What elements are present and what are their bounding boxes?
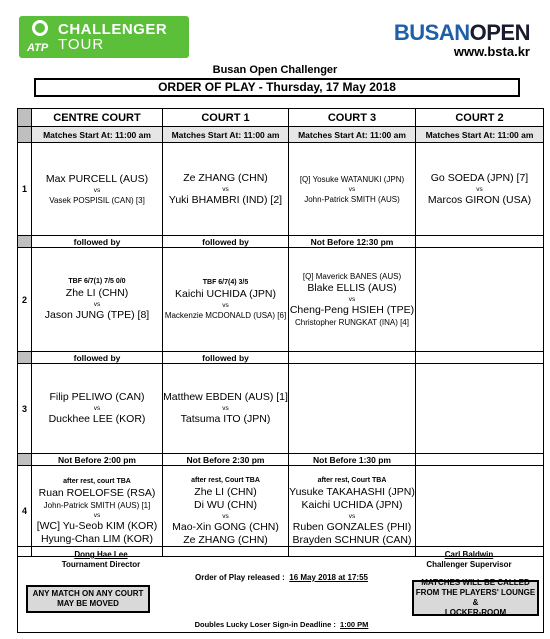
player-name: Mackenzie MCDONALD (USA) [6] <box>164 311 287 320</box>
court-header: COURT 3 <box>289 109 416 126</box>
schedule-note: Not Before 12:30 pm <box>289 236 416 247</box>
player-name: Zhe LI (CHN) <box>194 485 257 498</box>
match-cell <box>416 364 543 453</box>
schedule-separator-row <box>18 352 543 364</box>
match-status-note: after rest, court TBA <box>63 477 131 485</box>
released-line: Order of Play released : 16 May 2018 at 17:55 <box>194 573 368 582</box>
match-row <box>18 143 543 236</box>
versus-label: vs <box>222 512 229 520</box>
schedule-note: followed by <box>163 236 289 247</box>
match-cell <box>32 364 163 453</box>
match-row <box>18 364 543 454</box>
player-name: Blake ELLIS (AUS) <box>307 282 397 294</box>
schedule-note: Not Before 2:00 pm <box>32 454 163 465</box>
versus-label: vs <box>348 512 356 520</box>
lucky-loser-deadline: Doubles Lucky Loser Sign-in Deadline : 1:00 PM <box>194 620 369 629</box>
corner-cell <box>18 109 32 126</box>
player-name: John-Patrick SMITH (AUS) <box>304 194 400 204</box>
player-name: Max PURCELL (AUS) <box>45 172 149 185</box>
atp-challenger-logo <box>19 16 189 58</box>
corner-cell <box>18 352 32 363</box>
match-row <box>18 248 543 352</box>
match-cell <box>289 466 416 556</box>
player-name: Duckhee LEE (KOR) <box>48 413 146 425</box>
schedule-note: followed by <box>32 236 163 247</box>
schedule-note: Not Before 1:30 pm <box>289 454 416 465</box>
busan-open-logo: BUSANOPEN www.bsta.kr <box>393 20 530 59</box>
versus-label: vs <box>93 511 101 519</box>
players-lounge-notice: MATCHES WILL BE CALLED FROM THE PLAYERS' LOUNGE & LOCKER-ROOM <box>412 580 539 616</box>
match-cell <box>289 248 416 351</box>
match-row <box>18 466 543 556</box>
order-of-play-table <box>17 108 544 557</box>
player-name: Cheng-Peng HSIEH (TPE) <box>289 304 415 316</box>
corner-cell <box>18 127 32 142</box>
player-name: Mao-Xin GONG (CHN) <box>172 520 279 533</box>
player-name: Yuki BHAMBRI (IND) [2] <box>168 193 283 206</box>
player-name: Ruben GONZALES (PHI) <box>292 520 412 533</box>
start-time-row <box>18 127 543 143</box>
player-name: Hyung-Chan LIM (KOR) <box>40 532 154 545</box>
start-time: Matches Start At: 11:00 am <box>32 127 163 142</box>
player-name: John-Patrick SMITH (AUS) [1] <box>43 500 151 510</box>
match-status-note: TBF 6/7(1) 7/5 0/0 <box>68 278 126 285</box>
schedule-note: followed by <box>163 352 289 363</box>
match-cell <box>32 248 163 351</box>
schedule-note <box>289 352 416 363</box>
any-match-notice: ANY MATCH ON ANY COURT MAY BE MOVED <box>26 585 150 613</box>
player-name: [Q] Maverick BANES (AUS) <box>302 272 402 281</box>
player-name: Zhe LI (CHN) <box>65 287 129 299</box>
player-name: Kaichi UCHIDA (JPN) <box>301 498 403 511</box>
versus-label: vs <box>222 302 229 309</box>
player-name: Marcos GIRON (USA) <box>427 193 532 206</box>
schedule-separator-row <box>18 454 543 466</box>
match-number: 1 <box>18 143 32 235</box>
player-name: Filip PELIWO (CAN) <box>49 391 145 403</box>
versus-label: vs <box>348 296 356 303</box>
player-name: Kaichi UCHIDA (JPN) <box>175 288 276 300</box>
match-cell <box>163 466 289 556</box>
versus-label: vs <box>476 185 483 193</box>
tournament-title: Busan Open Challenger <box>212 64 338 76</box>
player-name: Christopher RUNGKAT (INA) [4] <box>295 318 409 327</box>
schedule-note <box>416 352 543 363</box>
busan-url: www.bsta.kr <box>453 44 530 59</box>
match-cell <box>32 466 163 556</box>
player-name: [Q] Yosuke WATANUKI (JPN) <box>299 174 405 184</box>
versus-label: vs <box>222 185 229 193</box>
corner-cell <box>18 236 32 247</box>
player-name: Tatsuma ITO (JPN) <box>180 413 271 425</box>
versus-label: vs <box>348 185 356 193</box>
player-name: Ze ZHANG (CHN) <box>183 533 268 546</box>
start-time: Matches Start At: 11:00 am <box>163 127 289 142</box>
versus-label: vs <box>222 405 229 412</box>
supervisor-signature: Carl Baldwin Challenger Supervisor <box>426 550 512 569</box>
match-cell <box>163 364 289 453</box>
player-name: Ruan ROELOFSE (RSA) <box>38 486 156 499</box>
match-status-note: after rest, Court TBA <box>317 476 387 484</box>
player-name: Yusuke TAKAHASHI (JPN) <box>289 485 415 498</box>
player-name: Matthew EBDEN (AUS) [1] <box>163 391 288 403</box>
match-cell <box>289 364 416 453</box>
atp-tennis-ball-icon: ATP <box>19 16 58 58</box>
match-cell <box>416 248 543 351</box>
match-cell <box>416 143 543 235</box>
start-time: Matches Start At: 11:00 am <box>289 127 416 142</box>
logo-challenger-text: CHALLENGER <box>58 21 168 38</box>
corner-cell <box>18 454 32 465</box>
schedule-note: followed by <box>32 352 163 363</box>
footer-panel <box>17 546 544 633</box>
schedule-separator-row <box>18 236 543 248</box>
match-number: 3 <box>18 364 32 453</box>
tournament-director-signature: Dong Hae Lee Tournament Director <box>61 550 141 569</box>
order-of-play-title: ORDER OF PLAY - Thursday, 17 May 2018 <box>34 78 520 97</box>
player-name: Jason JUNG (TPE) [8] <box>44 309 150 321</box>
match-status-note: TBF 6/7(4) 3/5 <box>202 279 249 286</box>
match-cell <box>289 143 416 235</box>
match-cell <box>416 466 543 556</box>
match-cell <box>163 143 289 235</box>
player-name: Brayden SCHNUR (CAN) <box>292 533 412 546</box>
start-time: Matches Start At: 11:00 am <box>416 127 543 142</box>
player-name: Di WU (CHN) <box>194 498 257 511</box>
court-header: CENTRE COURT <box>32 109 163 126</box>
player-name: Vasek POSPISIL (CAN) [3] <box>49 195 145 205</box>
court-header: COURT 2 <box>455 111 504 124</box>
court-header: COURT 1 <box>163 109 289 126</box>
match-number: 4 <box>18 466 32 556</box>
court-header-row <box>18 109 543 127</box>
versus-label: vs <box>93 186 101 194</box>
versus-label: vs <box>93 301 101 308</box>
versus-label: vs <box>93 405 101 412</box>
schedule-note <box>416 236 543 247</box>
player-name: Go SOEDA (JPN) [7] <box>430 171 529 184</box>
logo-tour-text: TOUR <box>58 36 105 53</box>
match-cell <box>32 143 163 235</box>
schedule-note <box>416 454 543 465</box>
player-name: Ze ZHANG (CHN) <box>183 171 268 184</box>
match-number: 2 <box>18 248 32 351</box>
match-cell <box>163 248 289 351</box>
player-name: [WC] Yu-Seob KIM (KOR) <box>36 519 158 532</box>
match-status-note: after rest, Court TBA <box>191 476 260 484</box>
schedule-note: Not Before 2:30 pm <box>163 454 289 465</box>
